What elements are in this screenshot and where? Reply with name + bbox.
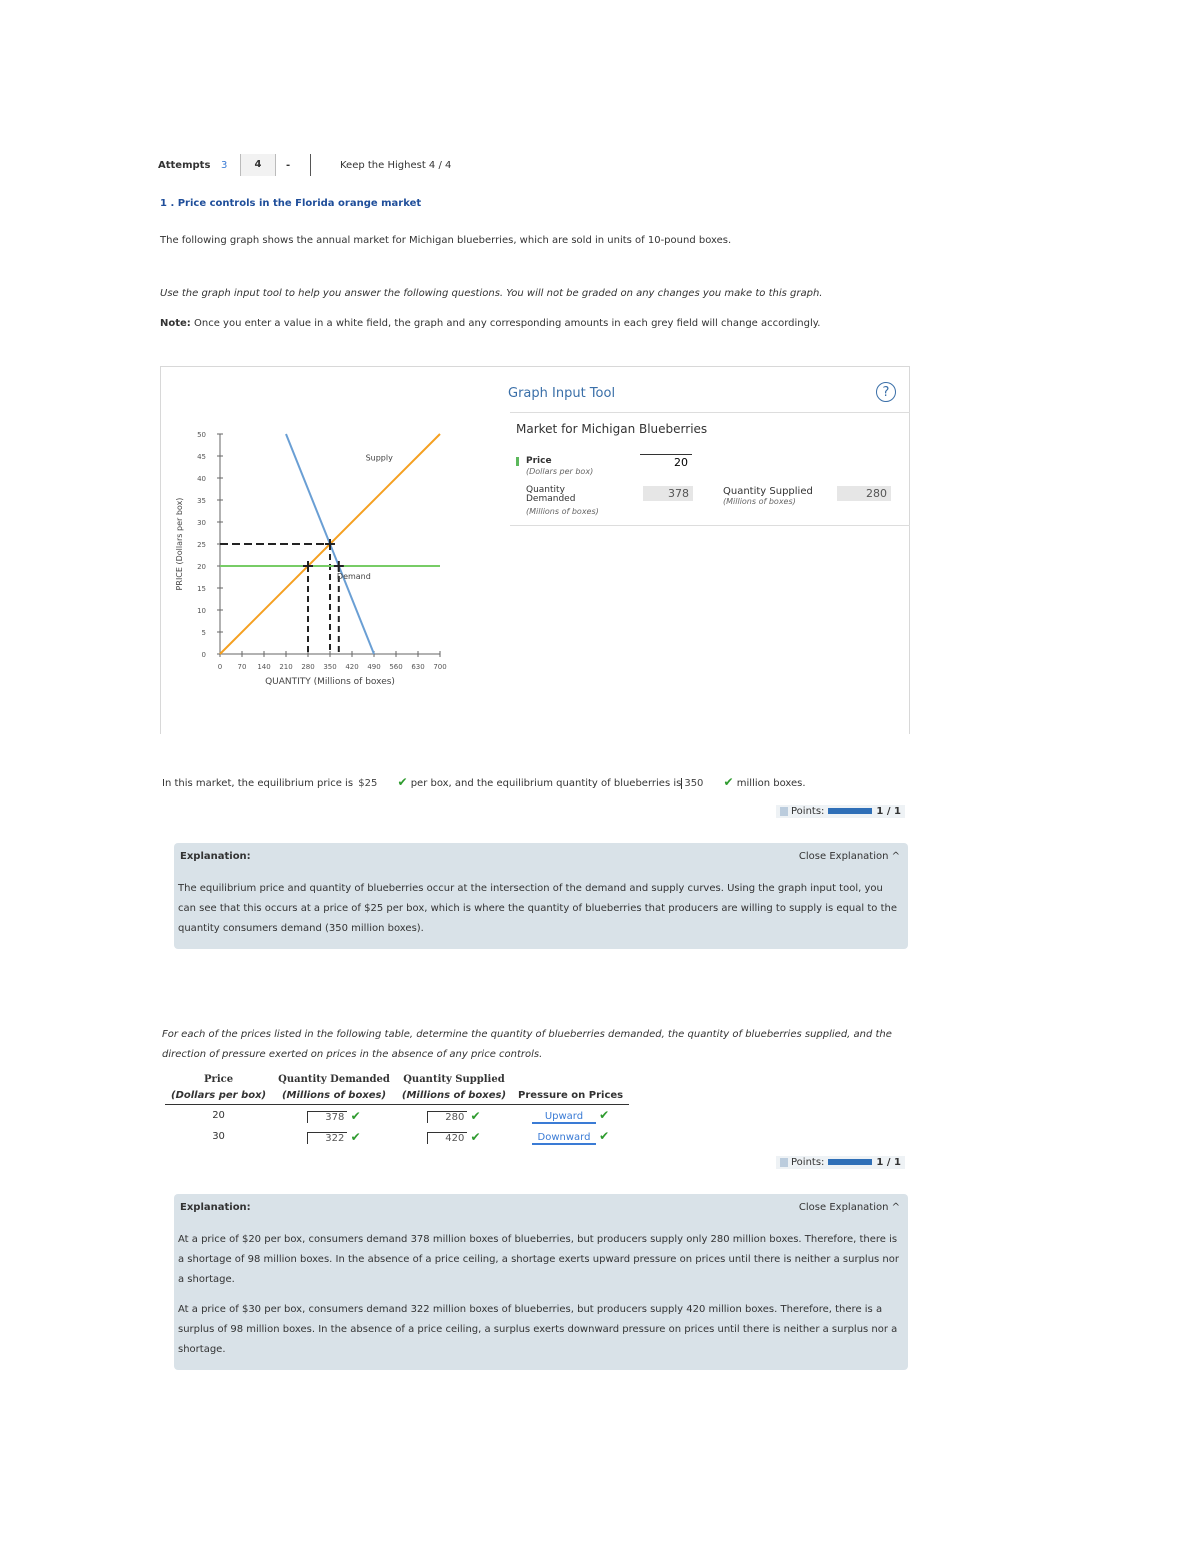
table-row	[165, 1105, 629, 1127]
correct-check-icon: ✔	[350, 1129, 361, 1144]
explanation-box	[174, 1194, 908, 1370]
correct-check-icon: ✔	[723, 775, 734, 789]
equilibrium-question	[162, 775, 806, 789]
quantity-supplied-unit: (Millions of boxes)	[723, 497, 796, 506]
eq-quantity-answer[interactable]: 350	[681, 778, 720, 789]
col-pressure: Pressure on Prices	[512, 1088, 629, 1105]
y-tick-label: 20	[197, 563, 206, 571]
market-subtitle: Market for Michigan Blueberries	[516, 422, 708, 436]
x-tick-label: 700	[433, 663, 447, 671]
table-row	[165, 1126, 629, 1147]
y-tick-label: 0	[201, 651, 206, 659]
x-tick-label: 70	[237, 663, 247, 671]
x-tick-label: 210	[279, 663, 293, 671]
points-score: 1 / 1	[876, 806, 901, 817]
price-input[interactable]	[640, 454, 692, 470]
attempt-current-tab[interactable]: 4	[240, 154, 276, 176]
price-pressure-table	[165, 1072, 629, 1147]
correct-check-icon: ✔	[350, 1108, 361, 1123]
col-price-unit: (Dollars per box)	[165, 1088, 272, 1105]
y-tick-label: 35	[197, 497, 206, 505]
col-quantity-supplied: Quantity Supplied	[403, 1074, 505, 1085]
qs-input[interactable]: 420	[427, 1132, 467, 1144]
y-tick-label: 25	[197, 541, 206, 549]
keep-highest-label: Keep the Highest 4 / 4	[340, 160, 452, 171]
series-label: Demand	[336, 572, 371, 582]
y-tick-label: 45	[197, 453, 206, 461]
points-indicator	[776, 1157, 905, 1171]
question-title: 1 . Price controls in the Florida orange market	[160, 198, 422, 209]
qd-input[interactable]: 378	[307, 1111, 347, 1123]
correct-check-icon: ✔	[470, 1129, 481, 1144]
row-price: 30	[212, 1131, 225, 1142]
eq-text-b: per box, and the equilibrium quantity of blueberries is	[410, 778, 682, 789]
attempt-next-tab[interactable]: -	[286, 160, 291, 171]
qd-input[interactable]: 322	[307, 1132, 347, 1144]
row-qd-cell	[272, 1126, 396, 1147]
explanation-heading: Explanation:	[180, 1202, 251, 1213]
close-explanation-button[interactable]: Close Explanation ^	[798, 1202, 900, 1213]
points-progress-bar	[828, 808, 872, 814]
correct-check-icon: ✔	[397, 775, 408, 789]
price-series-swatch	[516, 457, 519, 466]
row-pressure-cell	[512, 1126, 629, 1147]
y-tick-label: 40	[197, 475, 206, 483]
series-label: Supply	[365, 453, 393, 463]
y-tick-label: 10	[197, 607, 206, 615]
explanation-text: At a price of $30 per box, consumers demand 322 million boxes of blueberries, but producers supply 420 million boxes. Therefore, there is a surplus of 98 million boxes. In the absence of a price ceiling, a surplus exerts downward pressure on prices until there is neither a surplus nor a shortage.	[178, 1304, 898, 1355]
quantity-supplied-value: 280	[837, 486, 891, 501]
x-tick-label: 560	[389, 663, 403, 671]
correct-check-icon: ✔	[599, 1107, 610, 1122]
note-body: Once you enter a value in a white field, the graph and any corresponding amounts in each grey field will change accordingly.	[190, 318, 821, 329]
col-qs-unit: (Millions of boxes)	[396, 1088, 512, 1105]
flag-icon	[780, 1158, 788, 1167]
y-tick-label: 30	[197, 519, 206, 527]
explanation-text: At a price of $20 per box, consumers demand 378 million boxes of blueberries, but producers supply only 280 million boxes. Therefore, there is a shortage of 98 million boxes. In the absence of a price ceiling, a shortage exerts upward pressure on prices until there is neither a surplus nor a shortage.	[178, 1234, 899, 1285]
row-qs-cell	[396, 1126, 512, 1147]
price-field-label: Price	[526, 456, 552, 466]
quantity-demanded-unit: (Millions of boxes)	[526, 507, 599, 516]
graph-input-tool-title: Graph Input Tool	[508, 386, 616, 401]
col-pressure-blank	[512, 1072, 629, 1088]
tool-divider	[510, 412, 910, 413]
attempts-label: Attempts	[158, 160, 211, 171]
points-label: Points:	[791, 806, 825, 817]
pressure-dropdown[interactable]: Upward	[532, 1111, 596, 1124]
quantity-demanded-label: Quantity Demanded	[526, 485, 576, 504]
y-tick-label: 15	[197, 585, 206, 593]
col-price: Price	[204, 1074, 234, 1085]
col-quantity-demanded: Quantity Demanded	[278, 1074, 390, 1085]
explanation-box	[174, 843, 908, 949]
eq-text-a: In this market, the equilibrium price is	[162, 778, 354, 789]
attempt-separator	[310, 154, 311, 176]
row-price: 20	[212, 1110, 225, 1121]
help-icon[interactable]: ?	[876, 382, 896, 402]
x-tick-label: 350	[323, 663, 337, 671]
x-tick-label: 280	[301, 663, 315, 671]
row-qs-cell	[396, 1105, 512, 1127]
row-pressure-cell	[512, 1105, 629, 1127]
x-axis-label: QUANTITY (Millions of boxes)	[265, 677, 395, 687]
points-progress-bar	[828, 1159, 872, 1165]
points-indicator	[776, 806, 905, 820]
market-graph[interactable]	[160, 366, 510, 734]
y-tick-label: 5	[201, 629, 206, 637]
question-intro: The following graph shows the annual market for Michigan blueberries, which are sold in units of 10-pound boxes.	[160, 235, 732, 246]
y-tick-label: 50	[197, 431, 206, 439]
pressure-dropdown[interactable]: Downward	[532, 1132, 596, 1145]
x-tick-label: 420	[345, 663, 359, 671]
table-instructions: For each of the prices listed in the following table, determine the quantity of blueberries demanded, the quantity of blueberries supplied, and the direction of pressure exerted on prices in the absence of any price controls.	[162, 1029, 892, 1060]
close-explanation-button[interactable]: Close Explanation ^	[798, 851, 900, 862]
x-tick-label: 490	[367, 663, 381, 671]
qs-input[interactable]: 280	[427, 1111, 467, 1123]
flag-icon	[780, 807, 788, 816]
attempts-used-count: 3	[221, 160, 228, 171]
correct-check-icon: ✔	[470, 1108, 481, 1123]
quantity-demanded-value: 378	[643, 486, 693, 501]
row-qd-cell	[272, 1105, 396, 1127]
points-score: 1 / 1	[876, 1157, 901, 1168]
eq-price-answer[interactable]: $25	[358, 778, 378, 789]
x-tick-label: 630	[411, 663, 425, 671]
question-note	[160, 318, 820, 329]
explanation-heading: Explanation:	[180, 851, 251, 862]
correct-check-icon: ✔	[599, 1128, 610, 1143]
question-instruction: Use the graph input tool to help you answer the following questions. You will not be graded on any changes you make to this graph.	[160, 288, 823, 299]
y-axis-label: PRICE (Dollars per box)	[175, 497, 184, 591]
x-tick-label: 0	[217, 663, 223, 671]
points-label: Points:	[791, 1157, 825, 1168]
price-field-unit: (Dollars per box)	[526, 467, 594, 476]
eq-text-c: million boxes.	[736, 778, 806, 789]
col-qd-unit: (Millions of boxes)	[272, 1088, 396, 1105]
tool-divider-bottom	[510, 525, 910, 526]
quantity-supplied-label: Quantity Supplied	[723, 486, 813, 497]
x-tick-label: 140	[257, 663, 271, 671]
explanation-text: The equilibrium price and quantity of blueberries occur at the intersection of the demand and supply curves. Using the graph input tool, you can see that this occurs at a price of $25 per box, which is where the quantity of blueberries that producers are willing to supply is equal to the quantity consumers demand (350 million boxes).	[178, 883, 897, 934]
note-label: Note:	[160, 318, 191, 329]
